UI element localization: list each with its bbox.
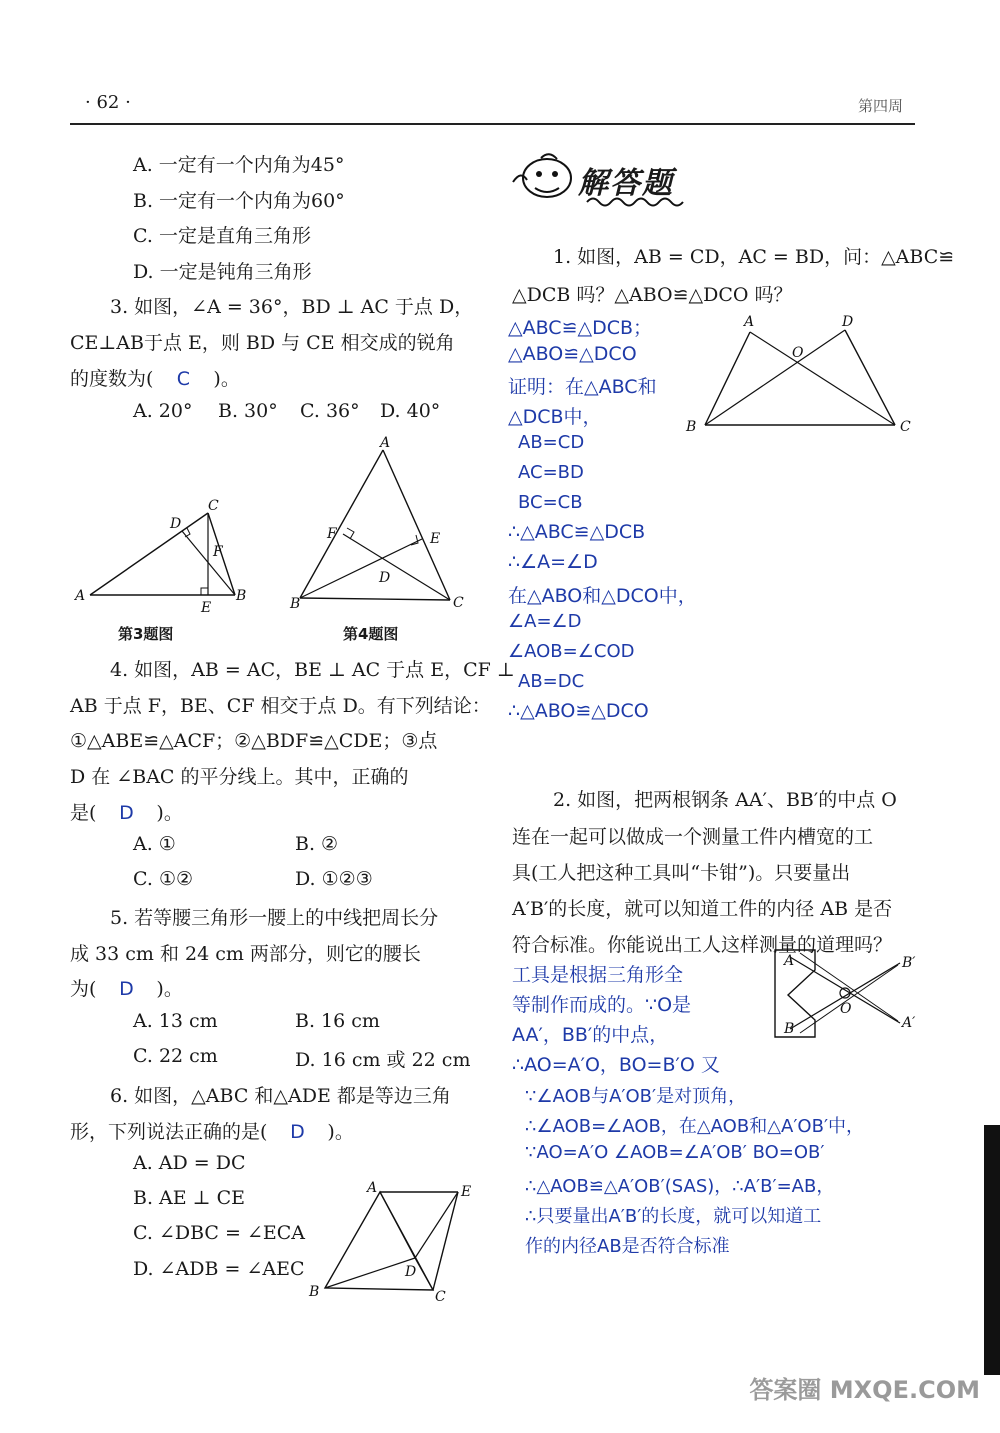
p2-line1: 2. 如图，把两根钢条 AA′、BB′的中点 O xyxy=(553,789,897,811)
q4-line1: 4. 如图，AB = AC，BE ⊥ AC 于点 E，CF ⊥ xyxy=(110,659,515,681)
q4-line2: AB 于点 F，BE、CF 相交于点 D。有下列结论： xyxy=(70,695,491,717)
figure-3 xyxy=(70,490,260,620)
p2-answer-line: 工具是根据三角形全 xyxy=(512,964,684,986)
q2-option-c: C. 一定是直角三角形 xyxy=(133,225,311,247)
svg-text:B: B xyxy=(309,1284,320,1300)
q3-option-a: A. 20° xyxy=(133,400,193,422)
section-title-squiggle xyxy=(585,195,685,209)
q4-option-c: C. ①② xyxy=(133,868,194,890)
q5-option-b: B. 16 cm xyxy=(295,1010,380,1032)
q2-option-a: A. 一定有一个内角为45° xyxy=(133,154,345,176)
svg-text:C: C xyxy=(453,595,464,611)
p2-line3: 具(工人把这种工具叫“卡钳”)。只要量出 xyxy=(512,862,851,884)
q6-line1: 6. 如图，△ABC 和△ADE 都是等边三角 xyxy=(110,1085,451,1107)
header-rule xyxy=(70,123,915,125)
p1-line1: 1. 如图，AB = CD，AC = BD，问：△ABC≌ xyxy=(553,246,955,268)
p1-answer-line: AC=BD xyxy=(518,462,584,483)
p1-answer-line: △ABO≌△DCO xyxy=(508,343,637,365)
q6-option-a: A. AD = DC xyxy=(133,1152,246,1174)
p2-answer-line: ∵∠AOB与A′OB′是对顶角， xyxy=(525,1086,747,1107)
q5-line1: 5. 若等腰三角形一腰上的中线把周长分 xyxy=(110,907,439,929)
p2-answer-line: ∴AO=A′O，BO=B′O 又 xyxy=(512,1054,720,1076)
q6-option-b: B. AE ⊥ CE xyxy=(133,1187,245,1209)
svg-text:D: D xyxy=(405,1264,417,1280)
q3-option-c: C. 36° xyxy=(300,400,360,422)
figure-4 xyxy=(285,435,475,620)
q4-line3: ①△ABE≌△ACF；②△BDF≌△CDE；③点 xyxy=(70,730,438,752)
p2-answer-line: ∵AO=A′O ∠AOB=∠A′OB′ BO=OB′ xyxy=(525,1142,825,1163)
figure-4-caption: 第4题图 xyxy=(343,625,399,643)
q4-option-d: D. ①②③ xyxy=(295,868,373,890)
q5-line2: 成 33 cm 和 24 cm 两部分，则它的腰长 xyxy=(70,943,421,965)
svg-text:F: F xyxy=(213,544,223,560)
p1-answer-line: AB=CD xyxy=(518,432,585,453)
q3-line2: CE⊥AB于点 E，则 BD 与 CE 相交成的锐角 xyxy=(70,332,455,354)
q4-line4: D 在 ∠BAC 的平分线上。其中，正确的 xyxy=(70,766,409,788)
svg-text:E: E xyxy=(430,531,441,547)
svg-text:C: C xyxy=(900,419,911,435)
q6-suffix: )。 xyxy=(327,1121,354,1143)
q5-suffix: )。 xyxy=(156,978,183,1000)
svg-text:O: O xyxy=(792,345,804,361)
q4-suffix: )。 xyxy=(156,802,183,824)
q3-suffix: )。 xyxy=(213,368,240,390)
p1-answer-line: ∠A=∠D xyxy=(508,611,582,632)
p2-line5: 符合标准。你能说出工人这样测量的道理吗？ xyxy=(512,934,893,956)
p1-answer-line: ∴△ABO≌△DCO xyxy=(508,700,649,722)
q6-line2 xyxy=(70,1117,354,1144)
q3-option-b: B. 30° xyxy=(218,400,278,422)
p1-answer-line: ∴△ABC≌△DCB xyxy=(508,521,646,543)
svg-text:A: A xyxy=(75,588,86,604)
q6-answer: D xyxy=(290,1121,305,1143)
q2-option-d: D. 一定是钝角三角形 xyxy=(133,261,312,283)
svg-text:A: A xyxy=(367,1180,378,1196)
svg-text:D: D xyxy=(842,314,854,330)
p2-answer-line: ∴只要量出A′B′的长度，就可以知道工 xyxy=(525,1206,822,1227)
svg-text:D: D xyxy=(379,570,391,586)
page-edge-strip xyxy=(984,1125,1000,1375)
section-title: 解答题 xyxy=(578,166,674,201)
svg-text:C: C xyxy=(208,498,219,514)
problem-1-figure xyxy=(680,310,920,440)
svg-text:B: B xyxy=(236,588,247,604)
q3-line3 xyxy=(70,364,240,391)
chapter-label: 第四周 xyxy=(858,97,904,115)
figure-3-caption: 第3题图 xyxy=(118,625,174,643)
svg-text:E: E xyxy=(461,1184,472,1200)
p2-line2: 连在一起可以做成一个测量工件内槽宽的工 xyxy=(512,826,874,848)
q6-option-c: C. ∠DBC = ∠ECA xyxy=(133,1222,305,1244)
svg-text:A: A xyxy=(744,314,755,330)
section-mascot-icon xyxy=(505,148,580,210)
q4-line5 xyxy=(70,798,183,825)
svg-text:B′: B′ xyxy=(902,955,916,971)
svg-text:D: D xyxy=(170,516,182,532)
svg-text:A′: A′ xyxy=(902,1015,916,1031)
svg-text:A: A xyxy=(784,953,795,969)
p2-line4: A′B′的长度，就可以知道工件的内径 AB 是否 xyxy=(512,898,893,920)
problem-2-figure xyxy=(770,945,930,1045)
svg-text:E: E xyxy=(201,600,212,616)
p1-answer-line: △DCB中， xyxy=(508,406,602,428)
p2-answer-line: ∴△AOB≌△A′OB′(SAS)，∴A′B′=AB， xyxy=(525,1176,835,1197)
q4-prefix: 是( xyxy=(70,802,97,824)
watermark: 答案圈 MXQE.COM xyxy=(749,1376,980,1404)
q5-prefix: 为( xyxy=(70,978,97,1000)
q6-option-d: D. ∠ADB = ∠AEC xyxy=(133,1258,305,1280)
p1-answer-line: △ABC≌△DCB； xyxy=(508,317,653,339)
q2-option-b: B. 一定有一个内角为60° xyxy=(133,190,345,212)
q3-prefix: 的度数为( xyxy=(70,368,154,390)
q5-option-d: D. 16 cm 或 22 cm xyxy=(295,1049,471,1071)
p1-answer-line: BC=CB xyxy=(518,492,583,513)
svg-text:A: A xyxy=(380,435,391,451)
q3-line1: 3. 如图，∠A = 36°，BD ⊥ AC 于点 D， xyxy=(110,296,474,318)
p2-answer-line: 等制作而成的。∵O是 xyxy=(512,994,692,1016)
svg-text:B: B xyxy=(686,419,697,435)
p1-answer-line: 在△ABO和△DCO中， xyxy=(508,585,697,607)
q5-option-a: A. 13 cm xyxy=(133,1010,218,1032)
q5-line3 xyxy=(70,974,183,1001)
p2-answer-line: AA′，BB′的中点， xyxy=(512,1024,669,1046)
figure-6 xyxy=(305,1178,485,1303)
svg-text:O: O xyxy=(840,1001,852,1017)
q4-answer: D xyxy=(119,802,134,824)
p1-line2: △DCB 吗？△ABO≌△DCO 吗？ xyxy=(512,284,793,306)
page-number: · 62 · xyxy=(85,92,131,113)
p1-answer-line: AB=DC xyxy=(518,671,585,692)
p1-answer-line: ∠AOB=∠COD xyxy=(508,641,635,662)
p1-answer-line: 证明：在△ABC和 xyxy=(508,376,657,398)
q3-option-d: D. 40° xyxy=(380,400,441,422)
q5-answer: D xyxy=(119,978,134,1000)
p1-answer-line: ∴∠A=∠D xyxy=(508,551,598,573)
q4-option-b: B. ② xyxy=(295,833,339,855)
q4-option-a: A. ① xyxy=(133,833,176,855)
q3-answer: C xyxy=(176,368,191,390)
svg-text:C: C xyxy=(435,1289,446,1303)
svg-text:B: B xyxy=(784,1021,795,1037)
q5-option-c: C. 22 cm xyxy=(133,1045,218,1067)
q6-prefix: 形，下列说法正确的是( xyxy=(70,1121,268,1143)
svg-text:F: F xyxy=(327,526,337,542)
p2-answer-line: 作的内径AB是否符合标准 xyxy=(525,1236,730,1257)
svg-text:B: B xyxy=(290,596,301,612)
p2-answer-line: ∴∠AOB=∠AOB，在△AOB和△A′OB′中， xyxy=(525,1116,865,1137)
